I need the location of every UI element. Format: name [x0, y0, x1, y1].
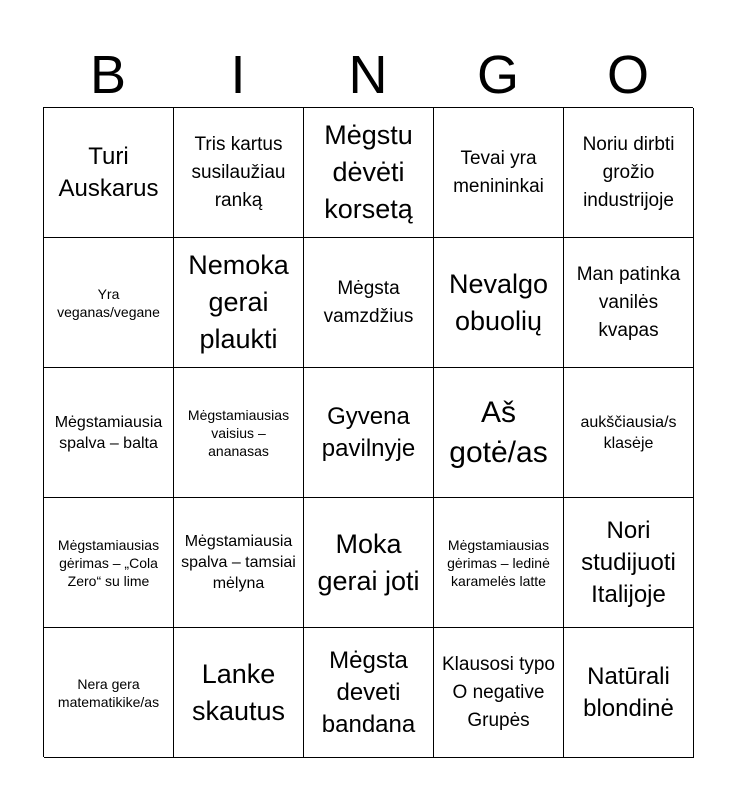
cell-text: Mėgstamiausia spalva – balta — [54, 413, 163, 452]
cell-text: Gyvena pavilnyje — [321, 402, 416, 462]
bingo-cell-r1c5[interactable] — [564, 108, 694, 238]
cell-text: Mėgstamiausias gėrimas – „Cola Zero“ su lime — [57, 536, 160, 589]
cell-text: Nera gera matematikike/as — [57, 675, 160, 710]
cell-text: Tris kartus susilaužiau ranką — [191, 133, 286, 211]
cell-text: Mėgstamiausias vaisius – ananasas — [187, 406, 290, 459]
bingo-cell-r5c4[interactable] — [434, 628, 564, 758]
bingo-cell-r4c4[interactable] — [434, 498, 564, 628]
bingo-cell-r4c3[interactable] — [304, 498, 434, 628]
header-letter-g: G — [476, 45, 519, 105]
cell-text: aukščiausia/s klasėje — [580, 413, 677, 452]
bingo-cell-r2c2[interactable] — [174, 238, 304, 368]
bingo-cell-r2c4[interactable] — [434, 238, 564, 368]
bingo-cell-r1c3[interactable] — [304, 108, 434, 238]
header-letter-i: I — [230, 45, 246, 105]
bingo-cell-r4c1[interactable] — [44, 498, 174, 628]
bingo-cell-r3c5[interactable] — [564, 368, 694, 498]
cell-text: Man patinka vanilės kvapas — [576, 263, 681, 341]
bingo-grid — [43, 107, 693, 757]
bingo-cell-r5c5[interactable] — [564, 628, 694, 758]
header-letter-b: B — [89, 45, 127, 105]
bingo-cell-r1c2[interactable] — [174, 108, 304, 238]
bingo-cell-r3c2[interactable] — [174, 368, 304, 498]
bingo-cell-r2c5[interactable] — [564, 238, 694, 368]
cell-text: Mėgstu dėvėti korsetą — [324, 120, 413, 224]
bingo-cell-r1c1[interactable] — [44, 108, 174, 238]
cell-text: Tevai yra menininkai — [453, 147, 544, 197]
cell-text: Nori studijuoti Italijoje — [581, 516, 676, 608]
cell-text: Natūrali blondinė — [583, 662, 674, 722]
bingo-cell-r2c1[interactable] — [44, 238, 174, 368]
bingo-cell-r4c2[interactable] — [174, 498, 304, 628]
bingo-cell-r1c4[interactable] — [434, 108, 564, 238]
cell-text: Lanke skautus — [191, 658, 286, 726]
header-letter-n: N — [348, 45, 388, 105]
bingo-cell-r5c1[interactable] — [44, 628, 174, 758]
cell-text: Nemoka gerai plaukti — [188, 250, 289, 354]
cell-text: Nevalgo obuolių — [448, 268, 549, 336]
bingo-cell-r2c3[interactable] — [304, 238, 434, 368]
bingo-cell-r5c2[interactable] — [174, 628, 304, 758]
cell-text: Mėgstamiausias gėrimas – ledinė karamelės latte — [447, 536, 550, 589]
cell-text: Aš gotė/as — [449, 395, 548, 469]
cell-text: Mėgsta deveti bandana — [321, 646, 416, 738]
bingo-cell-r4c5[interactable] — [564, 498, 694, 628]
cell-text: Mėgstamiausia spalva – tamsiai mėlyna — [181, 533, 296, 592]
cell-text: Noriu dirbti grožio industrijoje — [582, 133, 675, 211]
header-letter-o: O — [606, 45, 649, 105]
bingo-header — [43, 44, 693, 106]
bingo-cell-r3c3[interactable] — [304, 368, 434, 498]
bingo-cell-r3c1[interactable] — [44, 368, 174, 498]
bingo-cell-r3c4[interactable] — [434, 368, 564, 498]
cell-text: Moka gerai joti — [317, 528, 420, 596]
bingo-cell-r5c3[interactable] — [304, 628, 434, 758]
cell-text: Klausosi typo O negative Grupės — [441, 653, 555, 731]
cell-text: Turi Auskarus — [58, 142, 159, 202]
cell-text: Yra veganas/vegane — [57, 285, 160, 320]
cell-text: Mėgsta vamzdžius — [323, 277, 414, 327]
